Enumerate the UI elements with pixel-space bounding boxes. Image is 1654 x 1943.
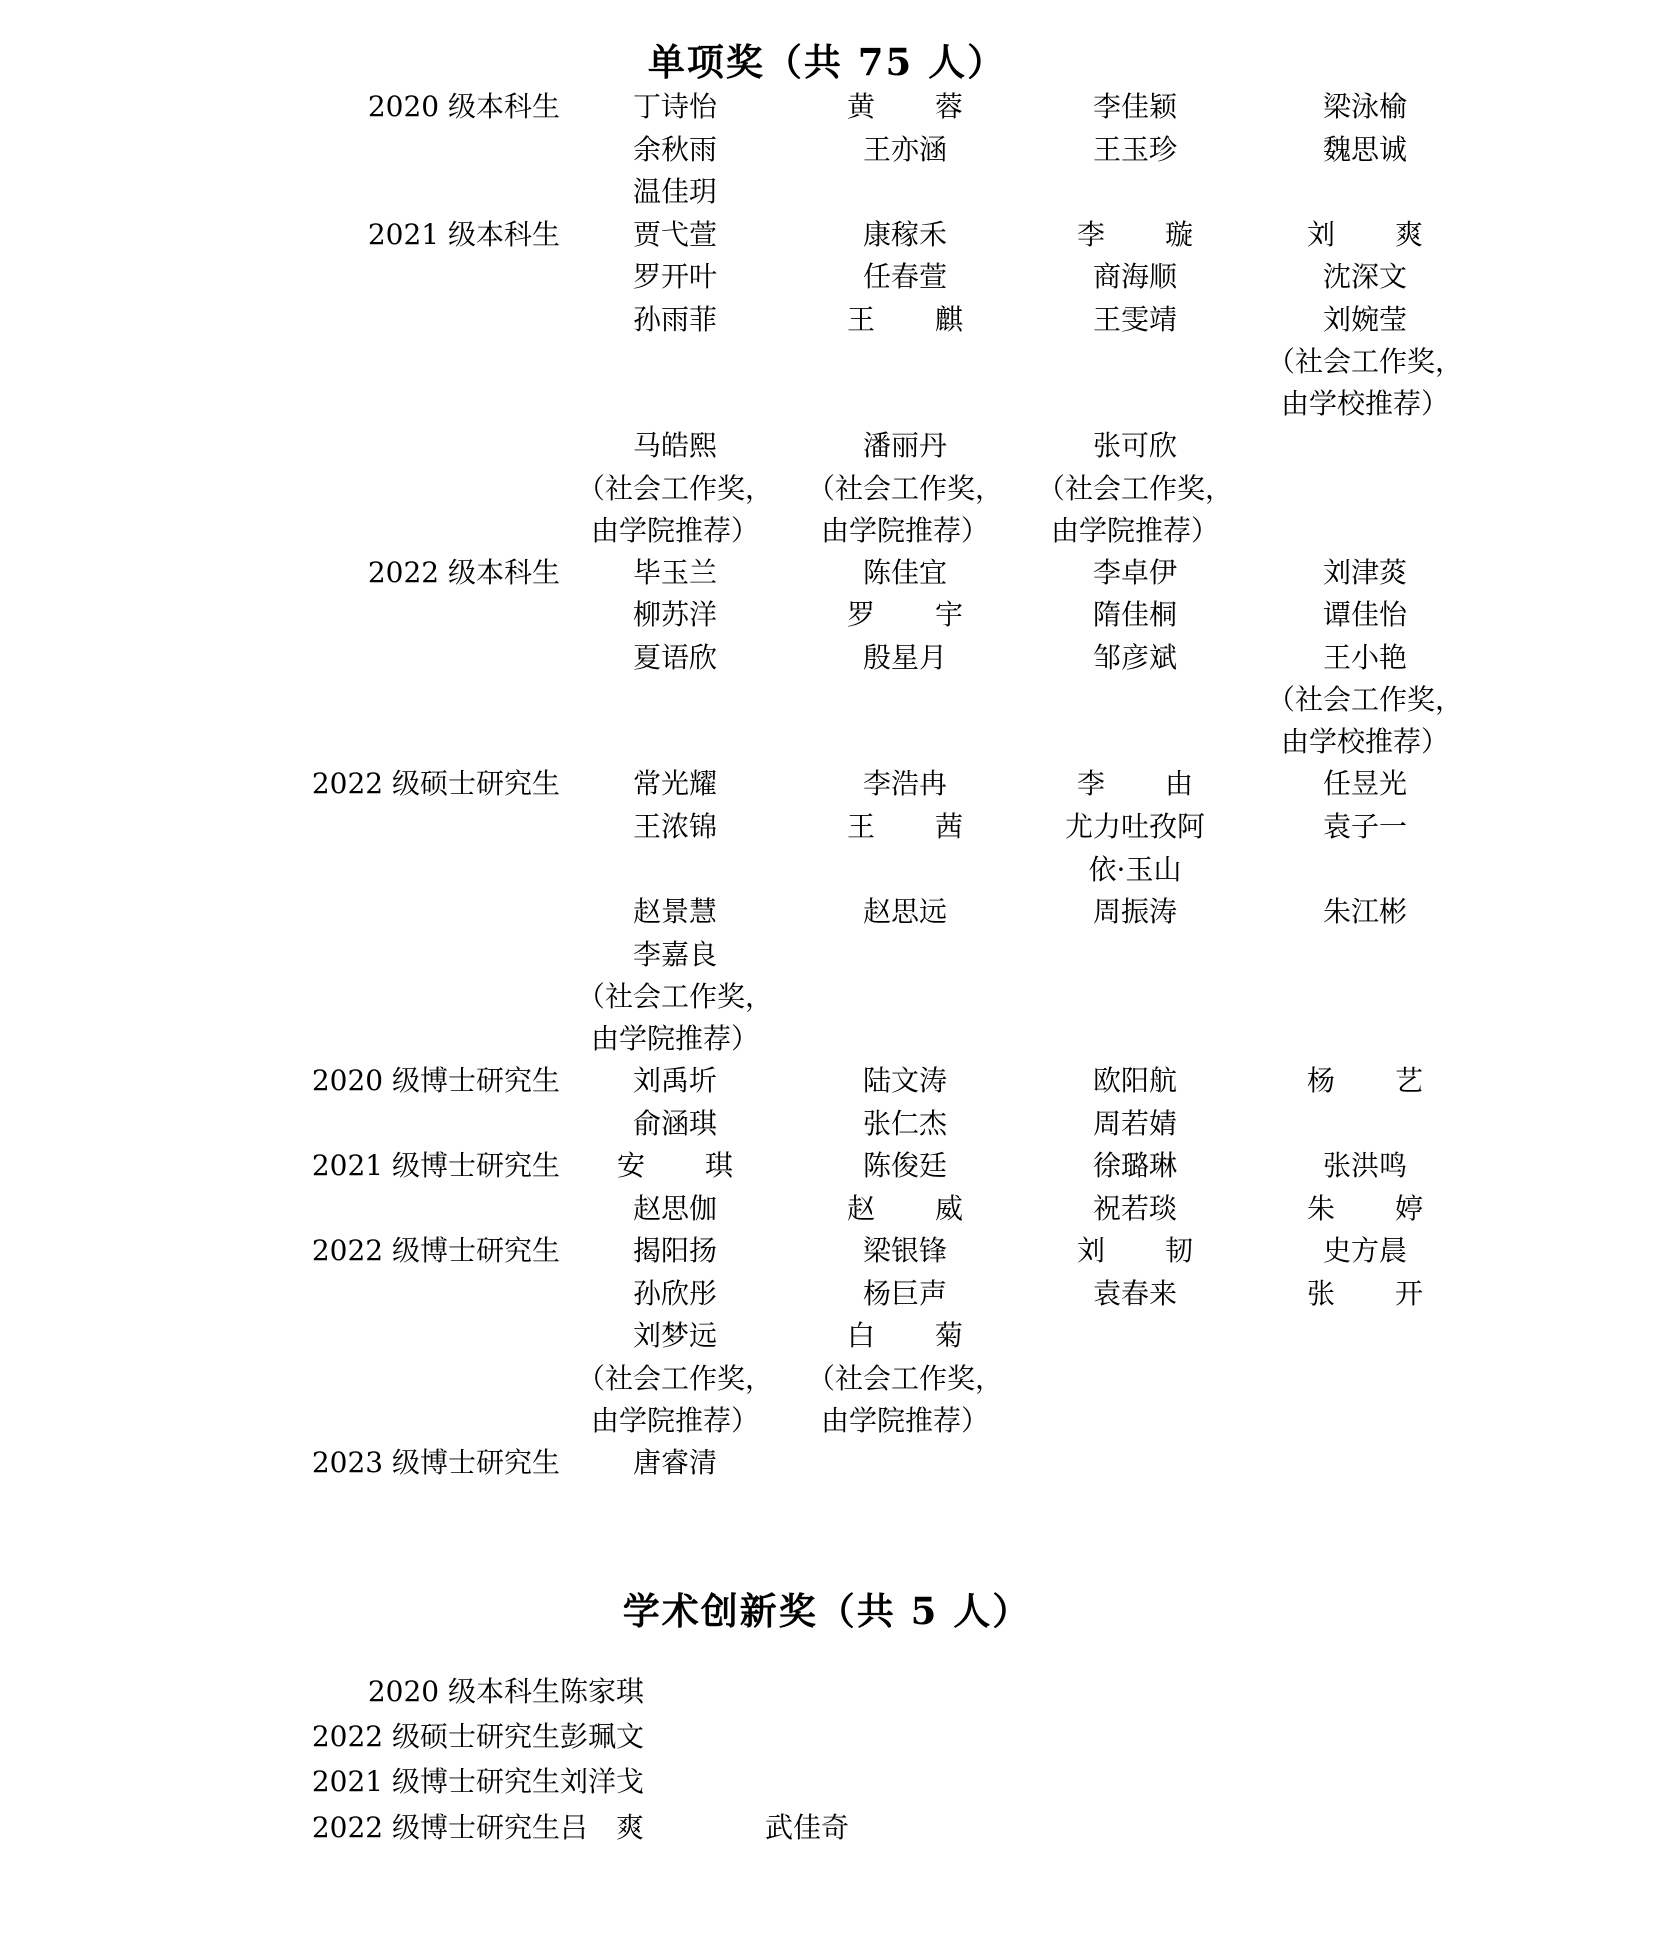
awardee-cell (790, 1442, 1020, 1485)
awardee-cell (560, 552, 790, 595)
awardee-name: 张 开 (1306, 1276, 1439, 1310)
awardee-cell (1250, 214, 1480, 257)
awardee-cell (790, 637, 1020, 764)
awardee-name: 杨 艺 (1306, 1064, 1439, 1098)
spacer-cell (970, 1714, 1654, 1759)
awardee-name: 唐睿清 (632, 1446, 717, 1480)
awardee-name: 王玉珍 (1092, 132, 1177, 166)
awardee-cell (1250, 86, 1480, 129)
spacer-cell (1480, 1315, 1654, 1442)
awardee-cell (1020, 1103, 1250, 1146)
awardee-note: 由学院推荐） (590, 1022, 759, 1056)
table-row (0, 1442, 1654, 1485)
awardee-name: 梁银锋 (862, 1234, 947, 1268)
awardee-name: 武佳奇 (765, 1810, 850, 1844)
group-label-continuation (0, 1273, 560, 1316)
awardee-name: 彭珮文 (560, 1719, 645, 1753)
table-row (0, 934, 1654, 1061)
spacer-cell (1480, 637, 1654, 764)
awardee-cell (560, 1442, 790, 1485)
awardee-cell (1250, 1145, 1480, 1188)
awardee-cell (560, 1805, 765, 1850)
awardee-cell (1250, 1442, 1480, 1485)
awardee-cell (560, 637, 790, 764)
awardee-name: 李卓伊 (1092, 555, 1177, 589)
group-label: 2020 级博士研究生 (311, 1064, 560, 1098)
table-row (0, 1060, 1654, 1103)
awardee-cell (790, 1230, 1020, 1273)
awardee-name: 张可欣 (1092, 429, 1177, 463)
awardee-name: 白 菊 (846, 1319, 979, 1353)
awardee-name: 刘洋戈 (560, 1765, 645, 1799)
spacer-cell (1480, 299, 1654, 426)
spacer-cell (1480, 763, 1654, 806)
spacer-cell (1480, 1188, 1654, 1231)
awardee-name: 陆文涛 (862, 1064, 947, 1098)
awardee-cell (790, 299, 1020, 426)
group-label-continuation (0, 891, 560, 934)
awardee-cell (560, 1230, 790, 1273)
spacer-cell (1480, 806, 1654, 891)
awardee-cell (765, 1714, 970, 1759)
spacer-cell (1480, 256, 1654, 299)
awardee-note: （社会工作奖， (1266, 683, 1463, 717)
spacer-cell (1480, 86, 1654, 129)
awardee-cell (560, 934, 790, 1061)
awardee-cell (1020, 594, 1250, 637)
awardee-cell (1250, 1273, 1480, 1316)
awardee-name: 沈深文 (1322, 260, 1407, 294)
group-label-continuation (0, 1315, 560, 1442)
awardee-name: 刘津菼 (1322, 555, 1407, 589)
awardee-cell (1250, 1060, 1480, 1103)
awardee-name: 赵 威 (846, 1191, 979, 1225)
spacer-cell (1480, 1230, 1654, 1273)
group-label: 2023 级博士研究生 (311, 1446, 560, 1480)
awardee-name: 陈佳宜 (862, 555, 947, 589)
awardee-cell (1020, 1188, 1250, 1231)
table-row (0, 86, 1654, 129)
awardee-name: 温佳玥 (632, 175, 717, 209)
awardee-name: 刘 爽 (1306, 217, 1439, 251)
table-row (0, 256, 1654, 299)
awardee-name: 袁春来 (1092, 1276, 1177, 1310)
section-2-header (0, 1485, 1654, 1643)
table-row (0, 129, 1654, 172)
awardee-note: 由学校推荐） (1280, 387, 1449, 421)
table-row (0, 1805, 1654, 1850)
table-row (0, 1273, 1654, 1316)
spacer-cell (1480, 214, 1654, 257)
awardee-cell (560, 299, 790, 426)
awardee-cell (790, 214, 1020, 257)
awardee-cell (560, 594, 790, 637)
awardee-note: （社会工作奖， (806, 471, 1003, 505)
awardee-name: 欧阳航 (1092, 1064, 1177, 1098)
awardee-cell (790, 1188, 1020, 1231)
awardee-cell (790, 129, 1020, 172)
awardee-note: 由学院推荐） (590, 1404, 759, 1438)
awardee-name: 邹彦斌 (1092, 640, 1177, 674)
awardee-name: 赵景慧 (632, 895, 717, 929)
awardee-cell (560, 1273, 790, 1316)
awardee-cell (1250, 763, 1480, 806)
awardee-note: （社会工作奖， (576, 471, 773, 505)
group-label-continuation (0, 806, 560, 891)
awardee-name: 王 麒 (846, 302, 979, 336)
awardee-name: 朱 婷 (1306, 1191, 1439, 1225)
awardee-cell (1250, 552, 1480, 595)
awardee-cell (790, 425, 1020, 552)
table-row (0, 1145, 1654, 1188)
awardee-cell (790, 1103, 1020, 1146)
awardee-cell (790, 552, 1020, 595)
awardee-cell (1020, 934, 1250, 1061)
awardee-name: 徐璐琳 (1092, 1149, 1177, 1183)
awardee-cell (1020, 129, 1250, 172)
awardee-cell (790, 806, 1020, 891)
awardee-name: 刘禹圻 (632, 1064, 717, 1098)
group-label-continuation (0, 637, 560, 764)
awardee-name: 周振涛 (1092, 895, 1177, 929)
spacer-cell (1480, 425, 1654, 552)
table-row (0, 1188, 1654, 1231)
awardee-cell (560, 806, 790, 891)
awardee-name: 罗 宇 (846, 598, 979, 632)
awardee-cell (1020, 1145, 1250, 1188)
spacer-cell (1480, 891, 1654, 934)
awardee-cell (765, 1805, 970, 1850)
section-title-2: 学术创新奖（共 5 人） (622, 1588, 1032, 1633)
awardee-note: 由学校推荐） (1280, 725, 1449, 759)
awardee-name: 潘丽丹 (862, 429, 947, 463)
awardee-cell (1250, 129, 1480, 172)
awardee-cell (1250, 1188, 1480, 1231)
awardee-name: 罗开叶 (632, 260, 717, 294)
table-row (0, 1759, 1654, 1804)
awardee-cell (1250, 171, 1480, 214)
awardee-cell (1250, 425, 1480, 552)
group-label: 2022 级硕士研究生 (311, 767, 560, 801)
group-label: 2020 级本科生 (367, 90, 560, 123)
spacer-cell (1480, 1103, 1654, 1146)
awardee-name: 王雯靖 (1092, 302, 1177, 336)
group-label-continuation (0, 129, 560, 172)
awardee-name: 杨巨声 (862, 1276, 947, 1310)
awardee-note: （社会工作奖， (576, 980, 773, 1014)
awardee-name: 王小艳 (1322, 640, 1407, 674)
awardee-cell (1020, 1442, 1250, 1485)
awardee-cell (1020, 1273, 1250, 1316)
awardee-name: 刘婉莹 (1322, 302, 1407, 336)
awardee-name: 马皓熙 (632, 429, 717, 463)
group-label: 2021 级本科生 (367, 217, 560, 251)
section-1-header (0, 0, 1654, 86)
awardee-name: 王 茜 (846, 810, 979, 844)
awardee-cell (765, 1759, 970, 1804)
awardee-cell (1020, 86, 1250, 129)
awardee-cell (1020, 552, 1250, 595)
table-row (0, 1230, 1654, 1273)
spacer-cell (1480, 1273, 1654, 1316)
awardee-name: 祝若琰 (1092, 1191, 1177, 1225)
awardee-cell (1250, 299, 1480, 426)
awardee-name: 毕玉兰 (632, 555, 717, 589)
awardee-cell (560, 1714, 765, 1759)
awardee-cell (790, 1060, 1020, 1103)
awardee-cell (560, 1315, 790, 1442)
awardee-note: （社会工作奖， (1036, 471, 1233, 505)
awardee-name: 丁诗怡 (632, 90, 717, 123)
awardee-name: 常光耀 (632, 767, 717, 801)
table-row (0, 299, 1654, 426)
awardee-name: 隋佳桐 (1092, 598, 1177, 632)
spacer-cell (970, 1759, 1654, 1804)
group-label-continuation (0, 425, 560, 552)
awardee-cell (790, 1273, 1020, 1316)
awardee-cell (1020, 256, 1250, 299)
group-label: 2021 级博士研究生 (311, 1765, 560, 1799)
awardee-cell (790, 171, 1020, 214)
awardee-name: 孙雨菲 (632, 302, 717, 336)
awardee-name: 史方晨 (1322, 1234, 1407, 1268)
awardee-name: 李嘉良 (632, 937, 717, 971)
awardee-name: 吕 爽 (560, 1810, 645, 1844)
awardee-name: 俞涵琪 (632, 1106, 717, 1140)
table-row (0, 1315, 1654, 1442)
awardee-cell (1250, 806, 1480, 891)
table-row (0, 425, 1654, 552)
awardee-cell (1250, 1230, 1480, 1273)
spacer-cell (1480, 552, 1654, 595)
awardee-name: 依·玉山 (1088, 852, 1182, 886)
awardee-name: 魏思诚 (1322, 132, 1407, 166)
awardee-cell (560, 1103, 790, 1146)
awardee-note: 由学院推荐） (590, 513, 759, 547)
awardee-cell (560, 1060, 790, 1103)
awardee-cell (1020, 299, 1250, 426)
awardee-cell (790, 256, 1020, 299)
awardee-name: 刘 韧 (1076, 1234, 1209, 1268)
group-label: 2022 级博士研究生 (311, 1234, 560, 1268)
awardee-cell (560, 1669, 765, 1714)
spacer-cell (1480, 594, 1654, 637)
table-row (0, 552, 1654, 595)
awardee-name: 尤力吐孜阿 (1064, 810, 1205, 844)
table-row (0, 763, 1654, 806)
spacer-cell (1480, 1145, 1654, 1188)
spacer-cell (1480, 171, 1654, 214)
awardee-cell (790, 763, 1020, 806)
awardee-name: 孙欣彤 (632, 1276, 717, 1310)
table-row (0, 171, 1654, 214)
awardee-name: 任昱光 (1322, 767, 1407, 801)
group-label: 2022 级本科生 (367, 555, 560, 589)
awardee-name: 夏语欣 (632, 640, 717, 674)
spacer-cell (1480, 1442, 1654, 1485)
awardee-name: 张洪鸣 (1322, 1149, 1407, 1183)
group-label: 2020 级本科生 (367, 1674, 560, 1708)
single-award-table (0, 86, 1654, 1485)
awardee-cell (1250, 256, 1480, 299)
awardee-name: 柳苏洋 (632, 598, 717, 632)
awardee-note: （社会工作奖， (576, 1362, 773, 1396)
awardee-note: （社会工作奖， (1266, 345, 1463, 379)
awardee-cell (1020, 891, 1250, 934)
awardee-name: 余秋雨 (632, 132, 717, 166)
group-label: 2022 级硕士研究生 (311, 1719, 560, 1753)
awardee-cell (790, 594, 1020, 637)
table-row (0, 214, 1654, 257)
awardee-name: 王浓锦 (632, 810, 717, 844)
awardee-cell (790, 1315, 1020, 1442)
group-label-continuation (0, 934, 560, 1061)
awardee-name: 黄 蓉 (846, 90, 979, 123)
awardee-cell (1250, 1315, 1480, 1442)
awardee-cell (1250, 934, 1480, 1061)
group-label-continuation (0, 171, 560, 214)
awardee-cell (790, 891, 1020, 934)
awardee-cell (1250, 637, 1480, 764)
awardee-note: （社会工作奖， (806, 1362, 1003, 1396)
awardee-name: 陈家琪 (560, 1674, 645, 1708)
awardee-name: 袁子一 (1322, 810, 1407, 844)
awardee-note: 由学院推荐） (820, 513, 989, 547)
awardee-name: 殷星月 (862, 640, 947, 674)
awardee-cell (560, 891, 790, 934)
awardee-name: 刘梦远 (632, 1319, 717, 1353)
awardee-name: 李 璇 (1076, 217, 1209, 251)
awardee-cell (560, 425, 790, 552)
awardee-cell (560, 214, 790, 257)
spacer-cell (1480, 129, 1654, 172)
awardee-cell (1250, 891, 1480, 934)
spacer-cell (970, 1669, 1654, 1714)
awardee-name: 周若婧 (1092, 1106, 1177, 1140)
table-row (0, 1714, 1654, 1759)
awardee-cell (560, 1145, 790, 1188)
group-label: 2022 级博士研究生 (311, 1810, 560, 1844)
awardee-name: 商海顺 (1092, 260, 1177, 294)
awardee-note: 由学院推荐） (1050, 513, 1219, 547)
awardee-cell (560, 763, 790, 806)
awardee-name: 李浩冉 (862, 767, 947, 801)
awardee-name: 李 由 (1076, 767, 1209, 801)
awardee-cell (790, 934, 1020, 1061)
group-label: 2021 级博士研究生 (311, 1149, 560, 1183)
awardee-cell (560, 129, 790, 172)
awardee-cell (1020, 1060, 1250, 1103)
academic-innovation-table (0, 1669, 1654, 1850)
awardee-name: 任春萱 (862, 260, 947, 294)
table-row (0, 594, 1654, 637)
awardee-cell (765, 1669, 970, 1714)
awardee-cell (1250, 594, 1480, 637)
awardee-name: 陈俊廷 (862, 1149, 947, 1183)
awardee-name: 朱江彬 (1322, 895, 1407, 929)
awardee-cell (560, 171, 790, 214)
awardee-cell (1020, 171, 1250, 214)
awardee-name: 谭佳怡 (1322, 598, 1407, 632)
table-row (0, 891, 1654, 934)
awardee-note: 由学院推荐） (820, 1404, 989, 1438)
awardee-cell (1020, 425, 1250, 552)
awardee-cell (1020, 806, 1250, 891)
awardee-cell (790, 1145, 1020, 1188)
group-label-continuation (0, 256, 560, 299)
awardee-name: 王亦涵 (862, 132, 947, 166)
awardee-name: 赵思远 (862, 895, 947, 929)
spacer-cell (1480, 934, 1654, 1061)
awardee-cell (1250, 1103, 1480, 1146)
page-title: 单项奖（共 75 人） (647, 40, 1007, 84)
spacer-cell (970, 1805, 1654, 1850)
table-row (0, 1669, 1654, 1714)
awardee-name: 赵思伽 (632, 1191, 717, 1225)
awardee-cell (790, 86, 1020, 129)
awardee-cell (1020, 637, 1250, 764)
table-row (0, 637, 1654, 764)
awardee-cell (560, 256, 790, 299)
awardee-name: 张仁杰 (862, 1106, 947, 1140)
awardee-cell (1020, 763, 1250, 806)
awardee-name: 李佳颖 (1092, 90, 1177, 123)
spacer-cell (1480, 1060, 1654, 1103)
awardee-name: 康稼禾 (862, 217, 947, 251)
awardee-cell (560, 86, 790, 129)
awardee-cell (1020, 214, 1250, 257)
group-label-continuation (0, 299, 560, 426)
awardee-cell (560, 1759, 765, 1804)
awardee-cell (1020, 1230, 1250, 1273)
awardee-name: 揭阳扬 (632, 1234, 717, 1268)
table-row (0, 1103, 1654, 1146)
group-label-continuation (0, 1188, 560, 1231)
awardee-cell (1020, 1315, 1250, 1442)
awardee-name: 安 琪 (616, 1149, 749, 1183)
awardee-cell (560, 1188, 790, 1231)
table-row (0, 806, 1654, 891)
group-label-continuation (0, 594, 560, 637)
awardee-name: 贾弋萱 (632, 217, 717, 251)
awardee-name: 梁泳榆 (1322, 90, 1407, 123)
group-label-continuation (0, 1103, 560, 1146)
